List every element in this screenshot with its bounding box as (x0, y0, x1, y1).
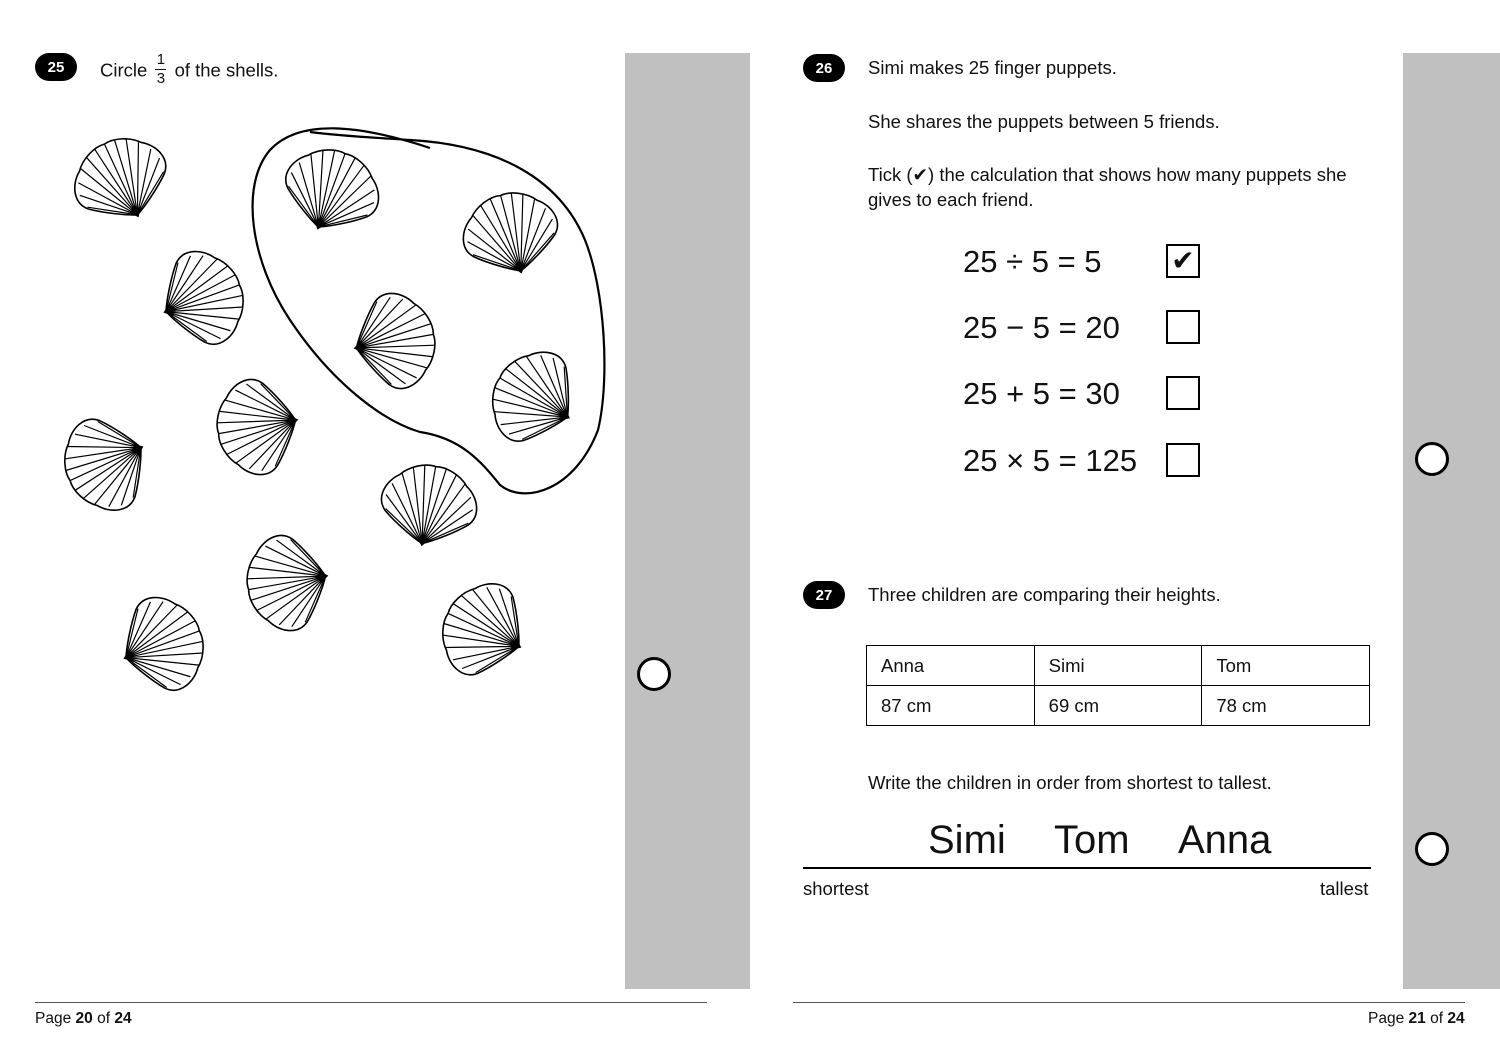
footer-prefix: Page (1368, 1010, 1405, 1027)
table-cell: 87 cm (867, 686, 1035, 726)
table-row (867, 646, 1370, 686)
label-shortest: shortest (803, 878, 869, 899)
shells-illustration (0, 0, 620, 720)
left-page-footer (35, 1010, 132, 1028)
footer-prefix: Page (35, 1010, 72, 1027)
left-page-margin (625, 53, 750, 989)
shell-icon (148, 240, 256, 358)
shell-icon (273, 137, 391, 245)
label-tallest: tallest (1320, 878, 1369, 899)
footer-total-pages: 24 (1447, 1010, 1465, 1027)
margin-hole (1415, 832, 1449, 866)
left-footer-rule (35, 1002, 707, 1003)
q26-line3-end: ) the calculation that shows how many puppets she gives to each friend. (868, 164, 1347, 210)
answer-word: Simi (928, 818, 1006, 862)
footer-of: of (1430, 1010, 1444, 1027)
shell-icon (428, 570, 541, 691)
shell-icon (50, 403, 163, 524)
option-checkbox-checked[interactable] (1166, 244, 1200, 278)
check-mark-icon: ✔ (1171, 245, 1195, 276)
table-header-cell: Tom (1202, 646, 1370, 686)
shell-icon (240, 529, 336, 637)
margin-hole (1415, 442, 1449, 476)
table-row (867, 686, 1370, 726)
right-page-footer (1368, 1010, 1465, 1028)
q26-line2: She shares the puppets between 5 friends. (868, 111, 1220, 132)
option-expression: 25 + 5 = 30 (963, 376, 1120, 411)
table-cell: 69 cm (1034, 686, 1202, 726)
footer-page-number: 21 (1408, 1010, 1426, 1027)
question-number-26: 26 (803, 54, 845, 82)
heights-table (866, 645, 1370, 726)
table-header-cell: Anna (867, 646, 1035, 686)
q26-line3-start: Tick ( (868, 164, 913, 185)
q26-line1: Simi makes 25 finger puppets. (868, 57, 1117, 78)
shell-icon (61, 124, 182, 237)
shell-icon (108, 586, 216, 704)
option-checkbox[interactable] (1166, 443, 1200, 477)
shell-icon (210, 373, 306, 481)
margin-hole (637, 657, 671, 691)
table-header-cell: Simi (1034, 646, 1202, 686)
right-footer-rule (793, 1002, 1465, 1003)
q27-intro: Three children are comparing their heights. (868, 584, 1221, 605)
shell-icon (454, 183, 567, 285)
footer-total-pages: 24 (114, 1010, 132, 1027)
question-number-27: 27 (803, 581, 845, 609)
shell-icon (476, 336, 594, 459)
fraction-numerator: 1 (156, 51, 166, 68)
answer-word: Tom (1054, 818, 1130, 862)
option-checkbox[interactable] (1166, 376, 1200, 410)
table-cell: 78 cm (1202, 686, 1370, 726)
footer-of: of (97, 1010, 111, 1027)
prompt-circle-word: Circle (100, 59, 148, 81)
option-expression: 25 ÷ 5 = 5 (963, 244, 1102, 279)
fraction-denominator: 3 (156, 70, 166, 88)
shell-icon (375, 458, 483, 554)
tick-icon: ✔ (912, 164, 929, 185)
option-expression: 25 × 5 = 125 (963, 443, 1138, 478)
q27-instruction: Write the children in order from shortest to tallest. (868, 772, 1272, 793)
q26-line3 (868, 162, 1373, 212)
answer-word: Anna (1178, 818, 1272, 862)
question-number-25: 25 (35, 53, 77, 81)
footer-page-number: 20 (75, 1010, 93, 1027)
answer-line (803, 867, 1371, 869)
prompt-rest: of the shells. (174, 59, 279, 81)
option-checkbox[interactable] (1166, 310, 1200, 344)
option-expression: 25 − 5 = 20 (963, 310, 1120, 345)
shell-icon (346, 287, 442, 395)
